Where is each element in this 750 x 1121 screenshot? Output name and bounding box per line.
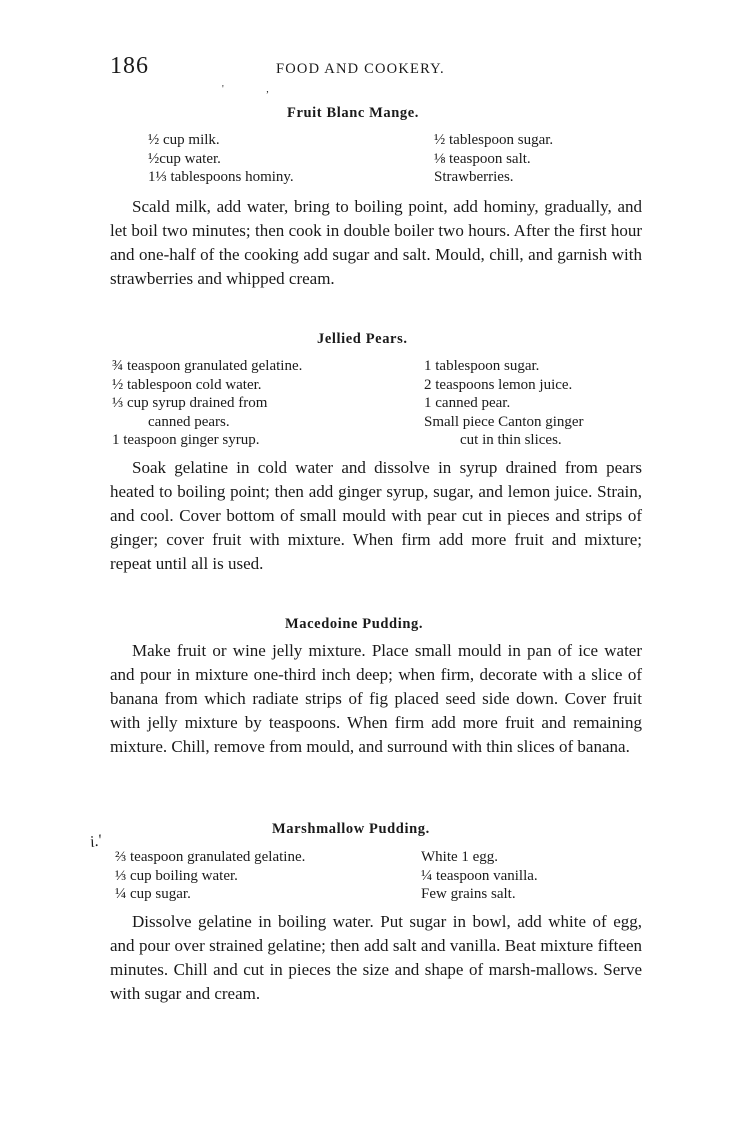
ingredient-line: ½ cup milk.: [148, 132, 220, 148]
ingredient-line: ¼ cup sugar.: [115, 886, 191, 902]
ingredient-line: cut in thin slices.: [460, 432, 562, 448]
ink-specks: ' ,: [222, 84, 289, 95]
ingredient-line: ½ tablespoon cold water.: [112, 376, 262, 393]
directions-macedoine-pudding: [110, 639, 642, 759]
ingredient-line: 1⅓ tablespoons hominy.: [148, 169, 294, 185]
page-number: 186: [110, 53, 149, 79]
ingredient-line: canned pears.: [148, 413, 230, 430]
recipe-title-macedoine-pudding: Macedoine Pudding.: [285, 616, 424, 632]
ingredient-line: ½ tablespoon sugar.: [434, 132, 554, 148]
ingredients-right-fruit-blanc-mange: [434, 131, 553, 187]
ingredient-line: ¼ teaspoon vanilla.: [421, 867, 538, 884]
ingredient-line: 1 canned pear.: [424, 395, 511, 411]
ingredients-left-fruit-blanc-mange: [148, 131, 294, 187]
ingredient-line: ⅓ cup syrup drained from: [112, 395, 268, 411]
ingredient-line: Few grains salt.: [421, 886, 516, 902]
ingredients-left-marshmallow-pudding: [115, 848, 305, 904]
recipe-title-fruit-blanc-mange: Fruit Blanc Mange.: [287, 105, 420, 121]
directions-fruit-blanc-mange: [110, 195, 642, 291]
directions-paragraph: Make fruit or wine jelly mixture. Place small mould in pan of ice water and pour in mixture one-third inch deep; when firm, decorate with a slice of banana from which radiate strips of fig placed seed side down. Cover fruit with jelly mixture by teaspoons. When firm add more fruit and remaining mixture. Chill, remove from mould, and surround with thin slices of banana.: [110, 641, 642, 756]
ingredients-right-jellied-pears: [424, 357, 584, 450]
ingredient-line: 1 tablespoon sugar.: [424, 358, 540, 374]
ingredients-left-jellied-pears: [112, 357, 302, 450]
ingredient-line: 1 teaspoon ginger syrup.: [112, 432, 260, 448]
ingredient-line: White 1 egg.: [421, 849, 499, 865]
running-head: FOOD AND COOKERY.: [276, 61, 445, 77]
directions-paragraph: Scald milk, add water, bring to boiling point, add hominy, gradually, and let boil two minutes; then cook in double boiler two hours. After the first hour and one-half of the cooking add sugar and salt. Mould, chill, and garnish with strawberries and whipped cream.: [110, 197, 642, 288]
ingredients-right-marshmallow-pudding: [421, 848, 538, 904]
ingredient-line: ½cup water.: [148, 150, 221, 167]
directions-paragraph: Soak gelatine in cold water and dissolve in syrup drained from pears heated to boiling point; then add ginger syrup, sugar, and lemon juice. Strain, and cool. Cover bottom of small mould with pear cut in pieces and strips of ginger; cover fruit with mixture. When firm add more fruit and mixture; repeat until all is used.: [110, 458, 642, 573]
margin-annotation: i.': [88, 831, 104, 852]
ingredient-line: ⅔ teaspoon granulated gelatine.: [115, 849, 306, 865]
ingredient-line: Small piece Canton ginger: [424, 413, 584, 430]
directions-jellied-pears: [110, 456, 642, 576]
recipe-title-marshmallow-pudding: Marshmallow Pudding.: [272, 821, 430, 837]
ingredient-line: ⅓ cup boiling water.: [115, 867, 238, 884]
ingredient-line: ⅛ teaspoon salt.: [434, 150, 531, 167]
ingredient-line: 2 teaspoons lemon juice.: [424, 376, 573, 393]
directions-paragraph: Dissolve gelatine in boiling water. Put sugar in bowl, add white of egg, and pour over strained gelatine; then add salt and vanilla. Beat mixture fifteen minutes. Chill and cut in pieces the size and shape of marsh-mallows. Serve with sugar and cream.: [110, 912, 642, 1003]
directions-marshmallow-pudding: [110, 910, 642, 1006]
ingredient-line: Strawberries.: [434, 169, 514, 185]
recipe-title-jellied-pears: Jellied Pears.: [317, 331, 408, 347]
ingredient-line: ¾ teaspoon granulated gelatine.: [112, 358, 303, 374]
